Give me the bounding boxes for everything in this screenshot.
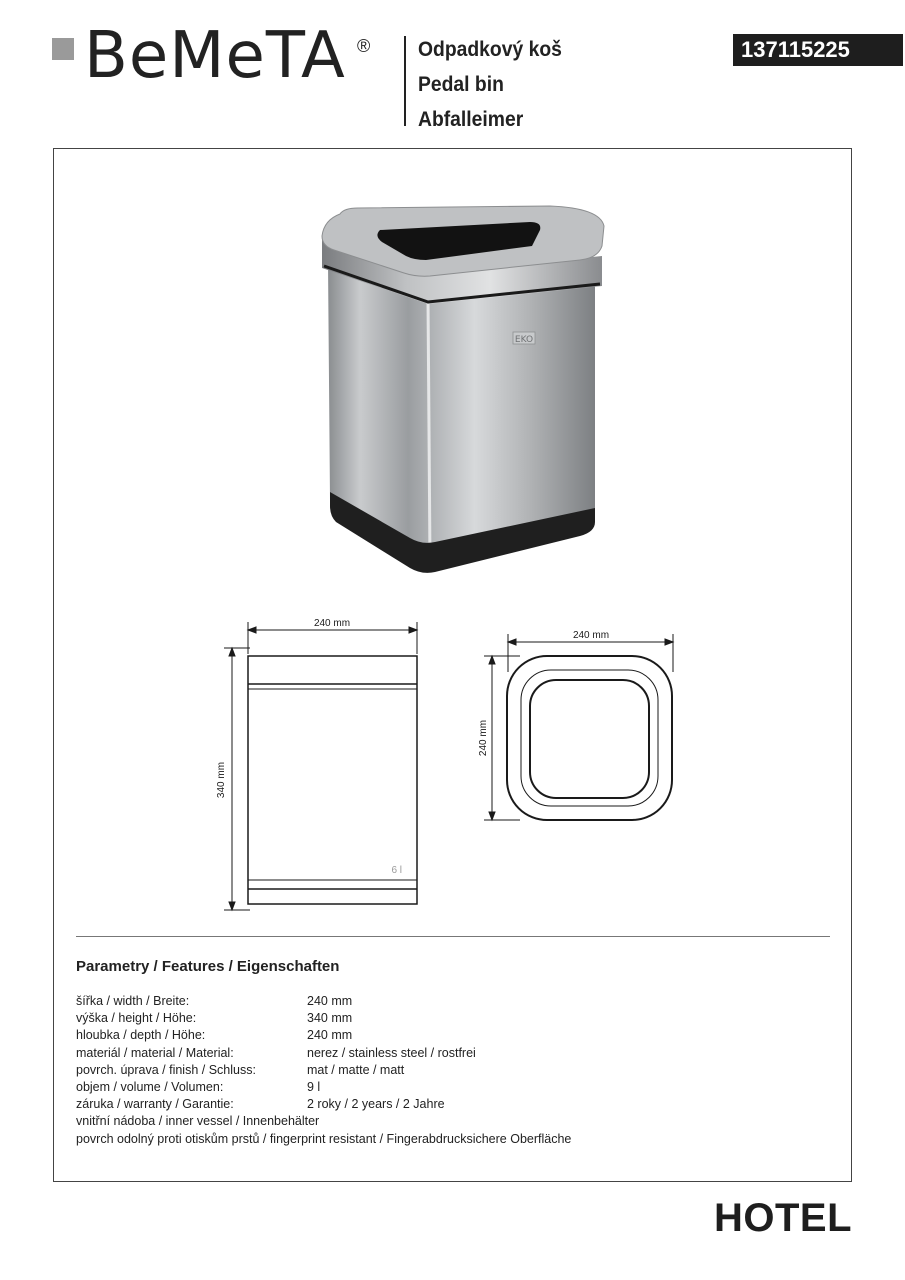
title-en: Pedal bin <box>418 73 504 96</box>
label-width-top: 240 mm <box>572 630 610 641</box>
product-photo <box>310 200 610 585</box>
feature-row-volume <box>76 1079 571 1096</box>
feature-value: mat / matte / matt <box>307 1062 405 1077</box>
feature-value: nerez / stainless steel / rostfrei <box>307 1045 476 1060</box>
feature-label: materiál / material / Material: <box>76 1045 234 1060</box>
feature-note-inner-vessel: vnitřní nádoba / inner vessel / Innenbehälter <box>76 1114 320 1129</box>
feature-label: povrch. úprava / finish / Schluss: <box>76 1062 256 1077</box>
brand-logo: BeMeTA <box>84 19 346 93</box>
feature-value: 9 l <box>307 1080 321 1095</box>
feature-label: šířka / width / Breite: <box>76 994 190 1008</box>
series-label: HOTEL <box>713 1196 852 1240</box>
product-code-badge: 137115225 <box>733 34 903 66</box>
label-width-side: 240 mm <box>313 618 351 629</box>
logo-square <box>52 38 74 60</box>
feature-value: 340 mm <box>307 1011 353 1026</box>
section-separator <box>76 936 830 937</box>
product-titles <box>418 32 574 137</box>
volume-mark: 6 l <box>391 865 402 876</box>
feature-value: 240 mm <box>307 994 353 1008</box>
feature-label: objem / volume / Volumen: <box>76 1080 224 1095</box>
feature-row-finish <box>76 1062 571 1079</box>
label-height: 340 mm <box>216 761 227 799</box>
registered-mark: ® <box>357 36 371 56</box>
feature-label: hloubka / depth / Höhe: <box>76 1028 206 1043</box>
feature-row-width <box>76 993 571 1010</box>
feature-value: 240 mm <box>307 1028 353 1043</box>
bin-edge <box>428 298 430 560</box>
label-depth-top: 240 mm <box>478 719 489 757</box>
photo-badge-text: EKO <box>514 335 534 345</box>
feature-note-fingerprint: povrch odolný proti otiskům prstů / fingerprint resistant / Fingerabdrucksichere Oberfläche <box>76 1131 572 1146</box>
feature-label: výška / height / Höhe: <box>76 1011 197 1026</box>
title-divider <box>404 36 406 126</box>
features-heading: Parametry / Features / Eigenschaften <box>76 958 340 975</box>
top-view-inner <box>530 680 649 798</box>
feature-row-height <box>76 1010 571 1027</box>
feature-row-depth <box>76 1027 571 1044</box>
feature-row-material <box>76 1045 571 1062</box>
technical-drawing <box>210 610 710 920</box>
title-cz: Odpadkový koš <box>418 38 562 61</box>
feature-label: záruka / warranty / Garantie: <box>76 1097 234 1112</box>
feature-row-warranty <box>76 1096 571 1113</box>
title-de: Abfalleimer <box>418 108 524 131</box>
features-list <box>76 993 571 1148</box>
top-view-rim <box>521 670 658 806</box>
feature-value: 2 roky / 2 years / 2 Jahre <box>307 1097 445 1112</box>
